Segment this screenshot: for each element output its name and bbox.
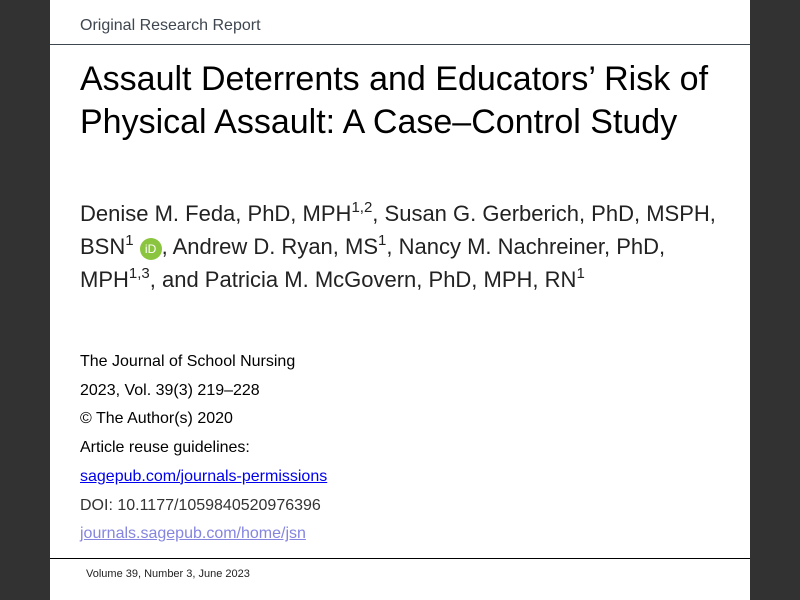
footer-divider: [50, 558, 750, 559]
author-name: Patricia M. McGovern, PhD, MPH, RN: [204, 267, 577, 292]
affiliation-marker: 1,2: [351, 199, 373, 216]
affiliation-marker: 1: [378, 232, 387, 249]
copyright: © The Author(s) 2020: [80, 410, 233, 428]
separator: ,: [161, 234, 173, 259]
article-type-label: Original Research Report: [80, 17, 261, 34]
citation: 2023, Vol. 39(3) 219–228: [80, 381, 260, 399]
permissions-link[interactable]: sagepub.com/journals-permissions: [80, 467, 328, 485]
document-page: [50, 0, 750, 600]
affiliation-marker: 1: [125, 232, 134, 249]
affiliation-marker: 1,3: [128, 265, 150, 282]
author-name: Nancy M. Nachreiner, PhD, MPH: [80, 234, 666, 292]
journal-info: [80, 348, 480, 549]
separator: , and: [149, 267, 205, 292]
author-name: Denise M. Feda, PhD, MPH: [80, 201, 352, 226]
journal-home-link[interactable]: journals.sagepub.com/home/jsn: [80, 525, 306, 543]
author-list: [80, 197, 730, 296]
reuse-label: Article reuse guidelines:: [80, 439, 250, 457]
header-divider: [50, 44, 750, 45]
separator: ,: [372, 201, 385, 226]
author-name: Susan G. Gerberich, PhD, MSPH, BSN: [80, 201, 716, 259]
separator: ,: [386, 234, 399, 259]
author-name: Andrew D. Ryan, MS: [172, 234, 379, 259]
article-title: Assault Deterrents and Educators’ Risk of Physical Assault: A Case–Control Study: [80, 60, 709, 141]
issue-footer: Volume 39, Number 3, June 2023: [86, 568, 250, 580]
journal-name: The Journal of School Nursing: [80, 353, 296, 370]
affiliation-marker: 1: [576, 265, 585, 282]
doi: DOI: 10.1177/1059840520976396: [80, 496, 321, 514]
orcid-icon[interactable]: iD: [140, 238, 162, 260]
